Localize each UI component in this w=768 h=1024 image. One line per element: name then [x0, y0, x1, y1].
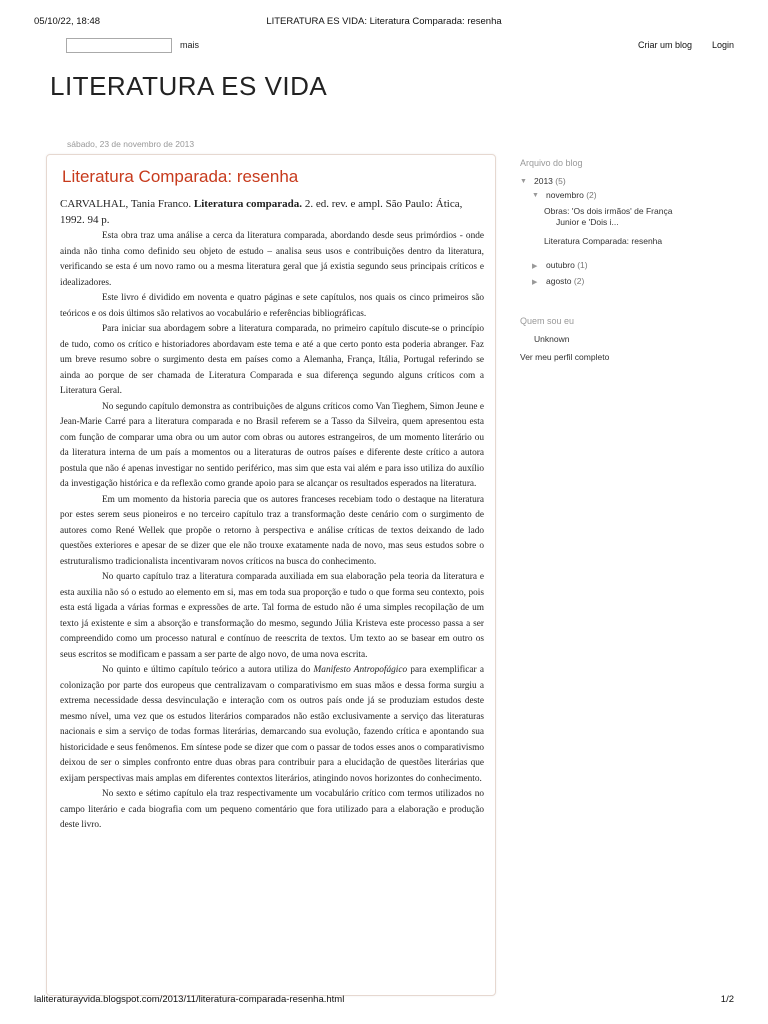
italic-title: Manifesto Antropofágico	[313, 665, 408, 675]
post-title[interactable]: Literatura Comparada: resenha	[62, 167, 299, 186]
paragraph: No quarto capítulo traz a literatura comparada auxiliada em sua elaboração pela teoria da literatura e esta auxilia não só o estudo ao elemento em si, mas em toda sua proporção e tudo o que forma seu contexto, pois esta está ligada a várias formas e expressões de arte. Tal forma de estudo não é uma simples recopilação de um texto já existente e sim a absorção e transformação do mesmo, segundo Júlia Kristeva este processo passa a ser compreendido como um processo natural e contínuo de reescrita de textos. Um texto ao se basear em outro os seus escritos se modificam e passam a ser parte de algo novo, de uma nova escrita.	[60, 572, 484, 660]
paragraph: No segundo capítulo demonstra as contribuições de alguns críticos como Van Tieghem, Simon Jeune e Jean-Marie Carré para a literatura comparada e no Brasil referem se a Tasso da Silveira, quem apresentou esta com função de comparar uma obra ou um autor com obras ou autores estrangeiros, de um momento literário ou da literatura interna de um país a momentos ou a literaturas de outros países e diferente deste crítico a autora postula que não é apenas investigar no sentido periférico, mas sim que esta vai além e para isso utiliza do auxílio da investigação histórica e da reflexão como grande apoio para se alcançar os resultados esperados na literatura.	[60, 401, 484, 489]
archive-month-label[interactable]: agosto	[546, 276, 572, 286]
print-date: 05/10/22, 18:48	[34, 16, 101, 27]
citation-details: 2. ed. rev. e ampl. São Paulo: Ática, 1992. 94 p.	[60, 198, 463, 226]
archive-year-count: (5)	[555, 176, 566, 186]
archive-month-count: (2)	[586, 190, 597, 200]
view-profile-link[interactable]: Ver meu perfil completo	[520, 352, 610, 362]
archive-month-label[interactable]: novembro	[546, 190, 584, 200]
about-heading: Quem sou eu	[520, 316, 575, 326]
sidebar	[520, 158, 720, 362]
archive-post-title-cont[interactable]: Junior e 'Dois i...	[556, 217, 619, 227]
archive-month-count: (1)	[577, 260, 588, 270]
triangle-right-icon[interactable]: ▶	[532, 263, 538, 270]
triangle-right-icon[interactable]: ▶	[532, 279, 538, 286]
archive-month-october[interactable]	[520, 260, 720, 274]
triangle-down-icon[interactable]: ▼	[532, 192, 539, 199]
paragraph: No sexto e sétimo capítulo ela traz respectivamente um vocabulário crítico com termos utilizados no campo literário e cada biografia com um pequeno comentário que fora utilizado para a elaboração e produção deste livro.	[60, 789, 484, 830]
archive-month-august[interactable]	[520, 276, 720, 290]
paragraph: Para iniciar sua abordagem sobre a literatura comparada, no primeiro capítulo discute-se o princípio de tudo, como os crítico e historiadores abordavam este tema e até a que certo ponto esta poderia abranger. Faz um breve resumo sobre o surgimento desta em países como a Alemanha, França, Itália, Portugal referindo se ainda ao porque de ser chamada de Literatura Comparada e sua diferença segundo alguns críticos com a Literatura Geral.	[60, 324, 484, 396]
paragraph: Esta obra traz uma análise a cerca da literatura comparada, abordando desde seus primórdios - onde ainda não tinha como definido seu objeto de estudo – analisa seus usos e contribuições dentro da literatura, verificando se esta é um novo ramo ou a mesma literatura geral que já existia segundo seus principais críticos e idealizadores.	[60, 231, 484, 288]
more-link[interactable]: mais	[180, 40, 200, 50]
paragraph-text: No quinto e último capítulo teórico a autora utiliza do	[102, 665, 314, 675]
paragraph-text: para exemplificar a colonização por parte dos europeus que centralizavam o comparativismo em suas mãos e dessa forma surgiu a extrema necessidade dessa desvinculação e interação com os outros país onde já se produziam estudos deste mesmo nível, uma vez que os estudos literários comparados não estão exclusivamente a serviço das literaturas nacionais e sim a serviço de todas formas literárias, demarcando sua evolução, fazendo crítica e apontando sua historicidade e seus fenômenos. Em síntese pode se dizer que com o passar de todos esses anos o comparativismo deixou de ser o simples confronto entre duas obras para contribuir para a elucidação de questões literárias que exijam perspectivas mais amplas em diferentes contextos literários, atingindo novos horizontes do conhecimento.	[60, 665, 484, 784]
print-title: LITERATURA ES VIDA: Literatura Comparada: resenha	[266, 16, 502, 27]
archive-post-title[interactable]: Obras: 'Os dois irmãos' de França	[544, 206, 673, 216]
post-date: sábado, 23 de novembro de 2013	[67, 139, 195, 149]
archive-month-label[interactable]: outubro	[546, 260, 575, 270]
citation-work: Literatura comparada.	[193, 198, 303, 210]
paragraph: Em um momento da historia parecia que os autores franceses recebiam todo o destaque na literatura por estes serem seus pioneiros e no terceiro capítulo traz a transformação deste cenário com o surgimento de autores como René Wellek que propõe o retorno à perspectiva e análise críticas de textos deixando de lado questões exteriores e apesar de se dizer que ele não trouxe exatamente nada de novo, mas seus estudos sobre o estruturalismo tradicionalista incentivaram novos críticos na busca do conhecimento.	[60, 494, 484, 567]
archive-month-november[interactable]	[520, 190, 720, 204]
archive-month-count: (2)	[573, 276, 585, 286]
archive-post-link[interactable]	[520, 236, 720, 258]
blogger-navbar	[34, 37, 734, 57]
archive-heading: Arquivo do blog	[520, 158, 583, 168]
archive-post-title[interactable]: Literatura Comparada: resenha	[544, 236, 663, 246]
blog-title[interactable]: LITERATURA ES VIDA	[50, 71, 328, 101]
archive-post-link[interactable]	[520, 206, 720, 232]
triangle-down-icon[interactable]: ▼	[520, 178, 527, 185]
post-body	[60, 229, 484, 834]
paragraph	[60, 663, 484, 787]
create-blog-link[interactable]: Criar um blog	[637, 40, 692, 50]
paragraph: Este livro é dividido em noventa e quatro páginas e sete capítulos, nos quais os cinco primeiros são teóricos e os dois últimos são relativos ao vocabulário e referências bibliográficas.	[60, 293, 484, 319]
page-url: laliteraturayvida.blogspot.com/2013/11/literatura-comparada-resenha.html	[34, 994, 345, 1005]
login-link[interactable]: Login	[711, 40, 734, 50]
citation-author: CARVALHAL, Tania Franco.	[60, 198, 192, 210]
profile-name[interactable]: Unknown	[534, 334, 570, 344]
search-input[interactable]	[66, 38, 172, 53]
page-number: 1/2	[720, 994, 734, 1005]
archive-year-label[interactable]: 2013	[534, 176, 553, 186]
post-citation	[60, 197, 484, 228]
archive-year[interactable]	[520, 176, 720, 190]
